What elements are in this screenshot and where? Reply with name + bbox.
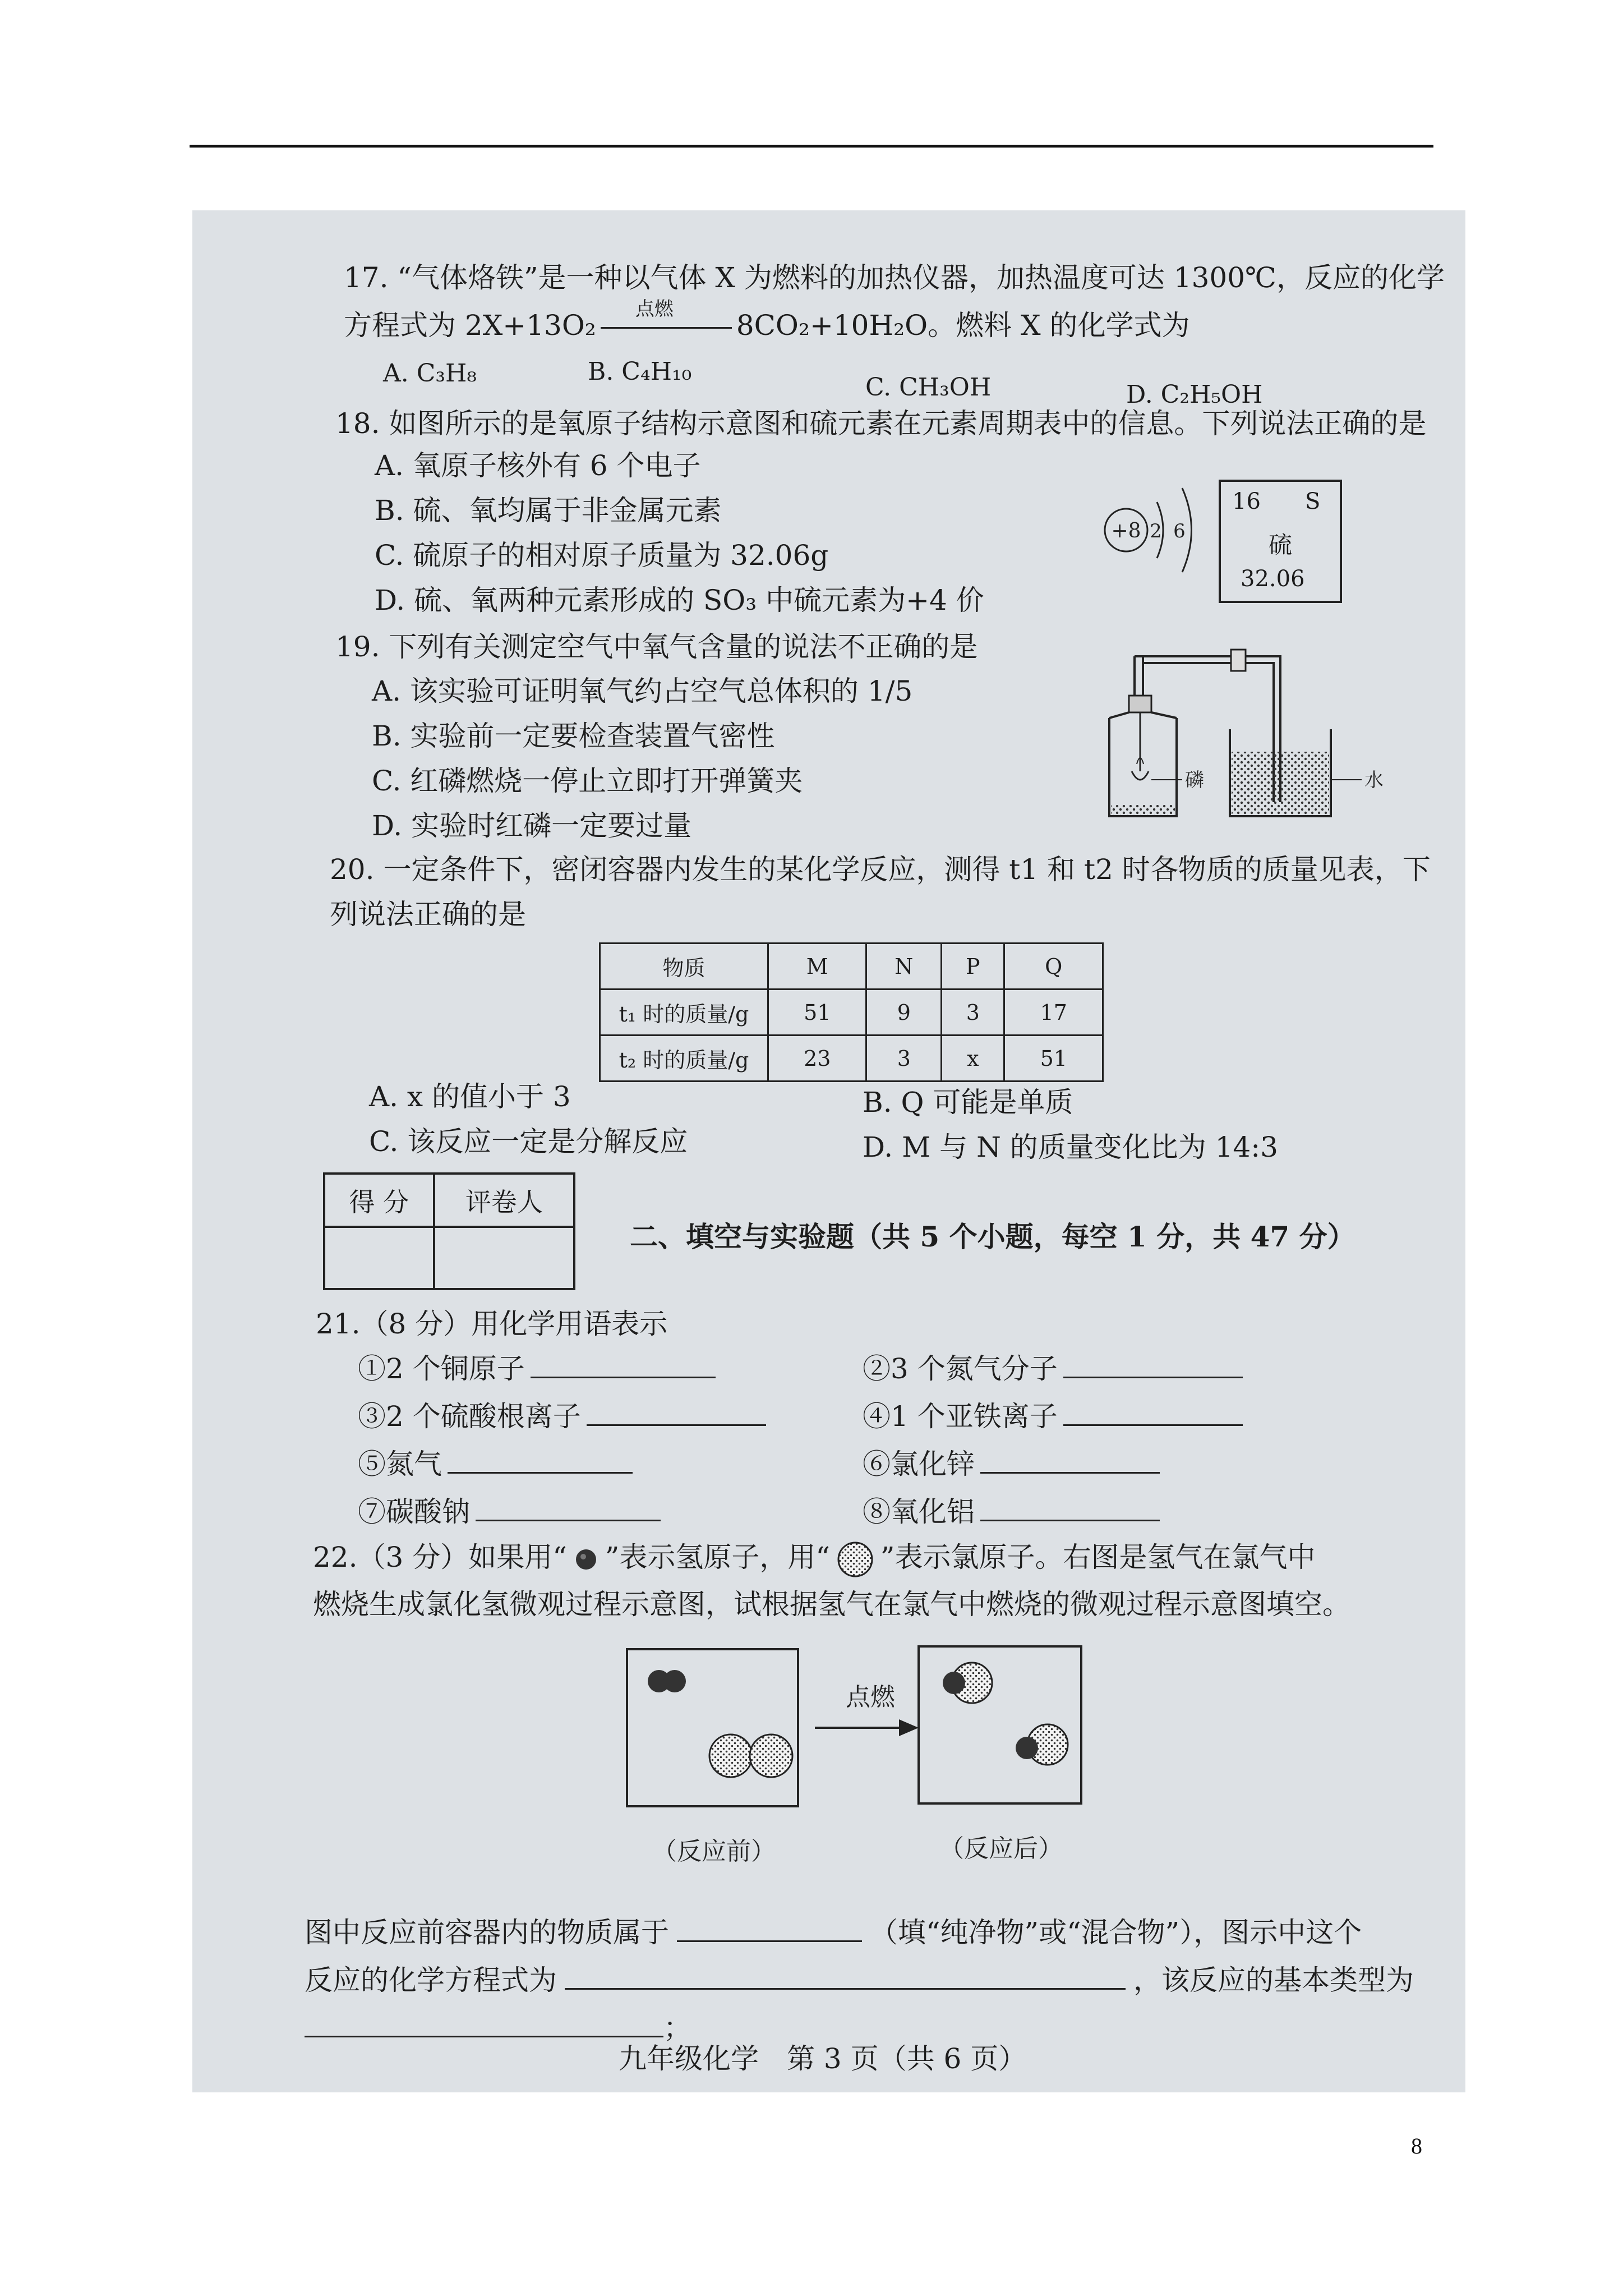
q21-item-6 xyxy=(863,1447,1160,1481)
q22-condition: 点燃 xyxy=(846,1683,895,1711)
q22-line2: 燃烧生成氯化氢微观过程示意图，试根据氢气在氯气中燃烧的微观过程示意图填空。 xyxy=(313,1588,1350,1621)
table-cell: 9 xyxy=(866,990,942,1036)
q21-item-label: ②3 个氮气分子 xyxy=(863,1352,1058,1385)
answer-blank[interactable] xyxy=(448,1472,633,1474)
sulfur-element-card xyxy=(1219,480,1342,603)
q17-equation-right: 8CO₂+10H₂O。燃料 X 的化学式为 xyxy=(736,309,1190,342)
grader-cell xyxy=(434,1227,574,1289)
after-label: （反应后） xyxy=(939,1834,1063,1863)
before-label: （反应前） xyxy=(652,1837,776,1866)
after-container xyxy=(919,1646,1081,1803)
element-mass: 32.06 xyxy=(1241,566,1305,592)
q21-item-label: ⑤氮气 xyxy=(358,1448,442,1480)
q19-option-b: B. 实验前一定要检查装置气密性 xyxy=(372,720,775,752)
q21-item-label: ⑧氧化铝 xyxy=(863,1496,975,1528)
score-cell xyxy=(324,1227,434,1289)
table-cell: 3 xyxy=(866,1036,942,1082)
table-row xyxy=(600,990,1103,1036)
table-header-cell: N xyxy=(866,944,942,990)
q21-item-label: ⑥氯化锌 xyxy=(863,1448,975,1480)
q22-text: 反应的化学方程式为 xyxy=(305,1964,557,1996)
q22-fill-line2 xyxy=(305,1963,1414,1997)
table-cell: 51 xyxy=(1004,1036,1103,1082)
q18-stem: 18. 如图所示的是氧原子结构示意图和硫元素在元素周期表中的信息。下列说法正确的是 xyxy=(335,407,1427,440)
q17-equation-left: 方程式为 2X+13O₂ xyxy=(344,309,596,342)
q21-item-7 xyxy=(358,1495,661,1529)
q21-item-label: ⑦碳酸钠 xyxy=(358,1496,470,1528)
table-header-cell: M xyxy=(768,944,866,990)
answer-blank[interactable] xyxy=(476,1520,661,1521)
page-number: 8 xyxy=(1411,2133,1422,2159)
q21-item-4 xyxy=(863,1400,1243,1433)
element-number: 16 xyxy=(1232,489,1261,514)
table-cell: 51 xyxy=(768,990,866,1036)
page-footer: 九年级化学 第 3 页（共 6 页） xyxy=(619,2042,1027,2075)
mass-table xyxy=(599,942,1104,1082)
table-cell: 3 xyxy=(942,990,1004,1036)
q22-text: ”表示氯原子。右图是氢气在氯气中 xyxy=(880,1541,1316,1573)
q20-stem-line1: 20. 一定条件下，密闭容器内发生的某化学反应，测得 t1 和 t2 时各物质的质量见表，下 xyxy=(330,853,1431,886)
scanned-exam-page xyxy=(192,210,1465,2092)
answer-blank[interactable] xyxy=(980,1520,1160,1521)
q21-item-label: ④1 个亚铁离子 xyxy=(863,1400,1058,1433)
grader-label: 评卷人 xyxy=(434,1174,574,1227)
q20-stem-line2: 列说法正确的是 xyxy=(330,898,526,931)
answer-blank[interactable] xyxy=(565,1988,1126,1990)
atom-nucleus-label: +8 xyxy=(1111,519,1141,542)
phosphorus-label: 磷 xyxy=(1185,769,1204,792)
answer-blank[interactable] xyxy=(1063,1424,1243,1426)
q19-option-c: C. 红磷燃烧一停止立即打开弹簧夹 xyxy=(372,765,803,797)
q22-line1 xyxy=(313,1540,1315,1579)
answer-blank[interactable] xyxy=(1063,1377,1243,1378)
element-symbol: S xyxy=(1305,489,1321,514)
q17-line1: 17. “气体烙铁”是一种以气体 X 为燃料的加热仪器，加热温度可达 1300℃，反应的化学 xyxy=(344,261,1445,294)
oxygen-measurement-apparatus xyxy=(1078,639,1393,825)
element-name: 硫 xyxy=(1269,531,1293,559)
q22-text: ，该反应的基本类型为 xyxy=(1133,1964,1414,1996)
q21-stem: 21.（8 分）用化学用语表示 xyxy=(316,1308,668,1340)
q20-option-b: B. Q 可能是单质 xyxy=(863,1086,1073,1119)
q19-stem: 19. 下列有关测定空气中氧气含量的说法不正确的是 xyxy=(335,631,978,663)
table-row xyxy=(600,1036,1103,1082)
score-box xyxy=(323,1172,575,1290)
answer-blank[interactable] xyxy=(531,1377,716,1378)
q17-option-c: C. CH₃OH xyxy=(865,373,992,402)
table-cell: x xyxy=(942,1036,1004,1082)
q19-option-d: D. 实验时红磷一定要过量 xyxy=(372,809,692,842)
q21-item-label: ①2 个铜原子 xyxy=(358,1352,525,1385)
q17-option-a: A. C₃H₈ xyxy=(383,359,477,388)
chlorine-atom-icon xyxy=(836,1540,875,1579)
table-cell: t₂ 时的质量/g xyxy=(600,1036,768,1082)
header-rule xyxy=(190,145,1433,148)
q22-text: 图中反应前容器内的物质属于 xyxy=(305,1916,669,1949)
q17-condition: 点燃 xyxy=(635,298,674,320)
q20-option-d: D. M 与 N 的质量变化比为 14:3 xyxy=(863,1131,1278,1163)
answer-blank[interactable] xyxy=(980,1472,1160,1474)
q18-option-c: C. 硫原子的相对原子质量为 32.06g xyxy=(375,539,829,572)
q21-item-5 xyxy=(358,1447,633,1481)
q18-option-d: D. 硫、氧两种元素形成的 SO₃ 中硫元素为+4 价 xyxy=(375,584,984,616)
q21-item-1 xyxy=(358,1352,716,1386)
q17-line2 xyxy=(344,298,1190,342)
atom-shell2-label: 6 xyxy=(1173,520,1186,542)
section2-title: 二、填空与实验题（共 5 个小题，每空 1 分，共 47 分） xyxy=(630,1220,1355,1253)
score-label: 得 分 xyxy=(324,1174,434,1227)
q20-option-c: C. 该反应一定是分解反应 xyxy=(369,1125,688,1158)
answer-blank[interactable] xyxy=(677,1940,862,1942)
q19-option-a: A. 该实验可证明氧气约占空气总体积的 1/5 xyxy=(372,675,913,707)
q18-option-b: B. 硫、氧均属于非金属元素 xyxy=(375,494,722,527)
reaction-diagram xyxy=(624,1644,1297,1890)
table-cell: 23 xyxy=(768,1036,866,1082)
reaction-arrow xyxy=(596,298,736,342)
table-cell: t₁ 时的质量/g xyxy=(600,990,768,1036)
q22-fill-line3 xyxy=(305,2011,691,2045)
q22-text: （填“纯净物”或“混合物”），图示中这个 xyxy=(870,1916,1362,1949)
table-cell: 17 xyxy=(1004,990,1103,1036)
table-header-cell: 物质 xyxy=(600,944,768,990)
q22-text: ； xyxy=(663,2012,691,2044)
answer-blank[interactable] xyxy=(305,2036,663,2037)
hydrogen-atom-icon xyxy=(573,1546,600,1573)
table-header-cell: P xyxy=(942,944,1004,990)
q20-option-a: A. x 的值小于 3 xyxy=(369,1080,571,1113)
q21-item-2 xyxy=(863,1352,1243,1386)
q17-option-d: D. C₂H₅OH xyxy=(1126,380,1263,409)
answer-blank[interactable] xyxy=(587,1424,766,1426)
q21-item-3 xyxy=(358,1400,766,1433)
q21-item-label: ③2 个硫酸根离子 xyxy=(358,1400,581,1433)
atom-shell1-label: 2 xyxy=(1150,520,1162,542)
water-label: 水 xyxy=(1364,769,1384,792)
q18-option-a: A. 氧原子核外有 6 个电子 xyxy=(375,449,701,482)
q21-item-8 xyxy=(863,1495,1160,1529)
table-header-row xyxy=(600,944,1103,990)
oxygen-atom-diagram xyxy=(1101,463,1213,609)
table-header-cell: Q xyxy=(1004,944,1103,990)
q22-text: 22.（3 分）如果用“ xyxy=(313,1541,567,1573)
q22-text: ”表示氢原子，用“ xyxy=(605,1541,830,1573)
q22-fill-line1 xyxy=(305,1916,1362,1949)
q17-option-b: B. C₄H₁₀ xyxy=(588,357,692,386)
